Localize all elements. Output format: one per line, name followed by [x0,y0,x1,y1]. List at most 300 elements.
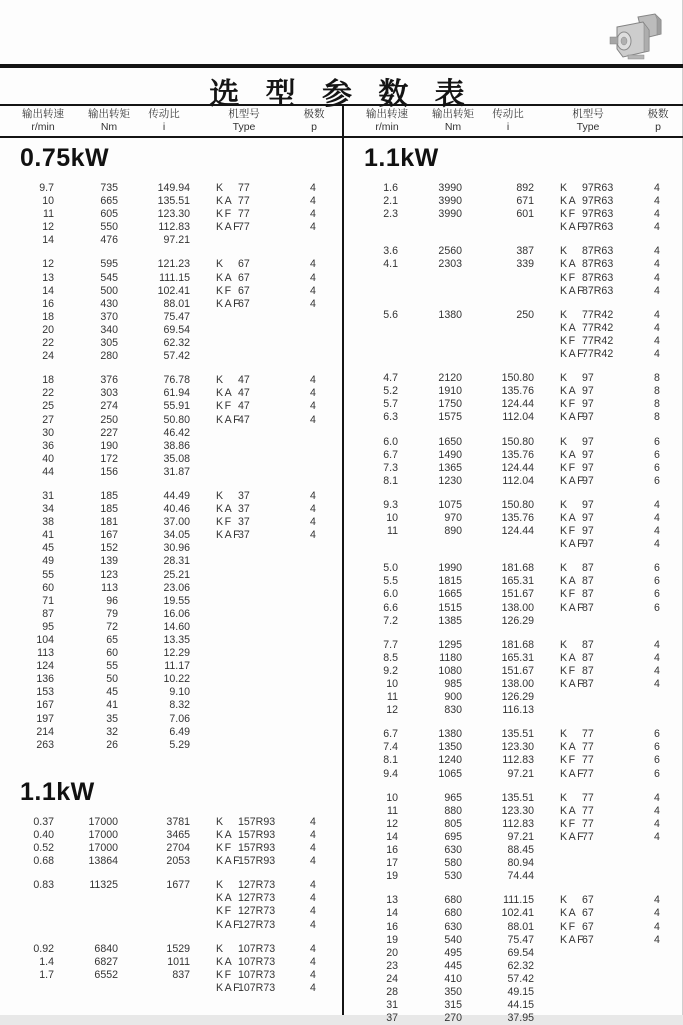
type-prefix-cell: K [560,372,569,385]
table-row [0,453,342,466]
ratio-cell: 62.32 [163,337,190,350]
poles-cell [640,999,674,1012]
type-prefix-cell: KA [216,828,234,841]
torque-cell: 680 [444,894,462,907]
poles-cell: 4 [654,348,660,361]
speed-cell: 49 [42,555,54,568]
column-header-label: 输出转速 [22,108,64,120]
ratio-cell: 112.04 [502,474,534,487]
table-row [344,678,683,691]
speed-cell: 14 [386,830,398,843]
torque-cell: 595 [100,258,118,271]
table-row [0,298,342,311]
type-prefix-cell: KAF [560,538,586,551]
type-prefix-cell [190,350,238,363]
torque-cell: 156 [100,465,118,478]
power-section-heading: 1.1kW [20,777,95,806]
speed-cell: 0.68 [33,855,54,868]
torque-cell: 530 [444,870,462,883]
type-model-cell: 107R73 [238,968,276,981]
speed-cell: 4.1 [383,258,398,271]
table-row [0,726,342,739]
poles-cell [640,960,674,973]
ratio-cell: 250 [516,308,534,321]
speed-cell: 12 [42,221,54,234]
torque-cell: 60 [106,647,118,660]
torque-cell: 65 [106,634,118,646]
poles-cell [296,726,330,739]
type-prefix-cell: KF [560,271,577,284]
type-prefix-cell: KA [560,741,578,754]
poles-cell: 4 [310,182,316,194]
poles-cell: 4 [654,830,660,843]
ratio-cell: 62.32 [507,959,534,972]
type-prefix-cell: KF [560,398,577,411]
torque-cell: 985 [444,678,462,690]
torque-cell: 1180 [439,651,462,664]
torque-cell: 3990 [438,208,462,221]
speed-cell: 24 [386,972,398,985]
speed-cell: 12 [42,258,54,271]
type-prefix-cell: KAF [216,918,242,931]
data-block [0,490,342,752]
ratio-cell: 11.17 [164,660,190,673]
ratio-cell [462,538,534,551]
type-model-cell: 97 [582,411,594,424]
poles-cell: 4 [654,511,660,524]
table-row [0,387,342,400]
type-model-cell: 47 [238,387,250,400]
type-prefix-cell: K [216,879,225,892]
type-prefix-cell: KAF [560,830,586,843]
torque-cell: 1075 [438,498,462,511]
ratio-cell: 124.44 [501,525,534,538]
poles-cell [296,582,330,595]
poles-cell: 4 [654,791,660,804]
table-row [0,337,342,350]
speed-cell: 16 [42,297,54,310]
speed-cell: 0.92 [33,942,54,955]
torque-cell: 2303 [438,258,462,271]
speed-cell [0,919,54,932]
column-header-unit: r/min [31,121,55,133]
type-model-cell: 67 [582,907,594,920]
type-model-cell: 47 [238,413,250,426]
type-model-cell [238,634,296,647]
poles-cell: 6 [654,448,660,461]
poles-cell: 6 [654,461,660,474]
column-header-unit: r/min [375,121,399,133]
table-row [344,652,683,665]
speed-cell: 9.2 [383,664,398,677]
type-prefix-cell: KAF [216,221,242,234]
ratio-cell: 31.87 [163,465,190,478]
torque-cell [398,335,462,348]
type-model-cell [582,973,640,986]
torque-cell: 695 [444,830,462,843]
poles-cell [640,691,674,704]
type-prefix-cell [190,324,238,337]
table-row [0,634,342,647]
data-block [344,792,683,884]
type-prefix-cell: K [216,258,225,271]
ratio-cell: 61.94 [163,387,190,400]
table-row [0,490,342,503]
table-row [0,582,342,595]
type-prefix-cell: KF [560,588,577,601]
type-prefix-cell: KF [560,461,577,474]
table-row [0,311,342,324]
type-prefix-cell: KAF [560,601,586,614]
ratio-cell: 44.49 [163,489,190,502]
ratio-cell [462,221,534,234]
column-header-4 [292,108,336,134]
table-row [344,960,683,973]
poles-cell: 4 [654,638,660,651]
power-section-heading: 0.75kW [20,144,110,172]
torque-cell: 1350 [438,741,462,754]
speed-cell: 28 [386,985,398,998]
type-prefix-cell: KA [560,575,578,588]
torque-cell: 190 [100,439,118,452]
type-prefix-cell [190,453,238,466]
poles-cell: 6 [654,474,660,487]
ratio-cell: 111.15 [159,271,190,284]
type-prefix-cell: KA [216,387,234,400]
speed-cell: 0.52 [33,842,54,855]
type-model-cell [582,870,640,883]
torque-cell: 172 [100,452,118,465]
speed-cell: 14 [42,234,54,247]
type-model-cell: 87 [582,575,594,588]
table-row [0,221,342,234]
type-model-cell: 87R63 [582,284,614,297]
type-prefix-cell: KF [216,400,233,413]
poles-cell: 4 [654,498,660,511]
torque-cell: 55 [106,660,118,673]
type-prefix-cell [534,1012,582,1025]
table-row [0,258,342,271]
type-model-cell: 87 [582,651,594,664]
torque-cell: 476 [100,234,118,247]
speed-cell: 5.5 [383,575,398,588]
speed-cell: 31 [42,489,54,502]
type-model-cell: 67 [582,920,594,933]
table-row [0,673,342,686]
column-header-unit: Nm [100,121,118,133]
data-block [344,728,683,780]
type-model-cell: 47 [238,374,250,387]
type-prefix-cell [190,466,238,479]
type-prefix-cell: KA [560,321,578,334]
speed-cell: 12 [386,817,398,830]
type-model-cell: 87 [582,562,594,575]
poles-cell [296,699,330,712]
type-model-cell: 37 [238,503,250,516]
table-row [344,208,683,221]
poles-cell [640,947,674,960]
ratio-cell: 97.21 [507,767,534,780]
table-row [344,588,683,601]
torque-cell: 1815 [438,575,462,588]
speed-cell [0,982,54,995]
torque-cell: 430 [100,297,118,310]
type-model-cell: 77R42 [582,308,614,321]
speed-cell [344,322,398,335]
speed-cell: 2.1 [383,195,398,208]
table-row [344,512,683,525]
type-model-cell: 67 [238,284,250,297]
poles-cell: 4 [310,815,316,828]
type-prefix-cell: KAF [560,221,586,234]
torque-cell: 2560 [438,245,462,258]
type-model-cell [238,311,296,324]
type-model-cell: 97R63 [582,195,614,208]
column-header-1 [86,108,132,134]
torque-cell: 17000 [88,828,118,841]
table-row [0,234,342,247]
table-row [0,982,342,995]
torque-cell: 3990 [438,195,462,208]
type-prefix-cell: KF [560,754,577,767]
column-header-label: 输出转速 [366,108,408,120]
speed-cell: 30 [42,426,54,439]
table-row [0,842,342,855]
page-title: 选 型 参 数 表 [209,78,474,111]
poles-cell: 4 [310,879,316,892]
speed-cell: 17 [386,857,398,870]
speed-cell: 20 [42,323,54,336]
torque-cell: 445 [444,959,462,972]
type-prefix-cell: K [216,815,225,828]
torque-cell [398,348,462,361]
poles-cell [296,555,330,568]
speed-cell: 10 [386,511,398,524]
ratio-cell: 150.80 [501,372,534,385]
type-model-cell [238,440,296,453]
column-header-2 [476,108,540,134]
ratio-cell: 3781 [166,815,190,828]
type-prefix-cell [190,726,238,739]
poles-cell: 4 [654,245,660,258]
table-row [0,195,342,208]
torque-cell: 79 [106,607,118,620]
torque-cell: 11325 [89,879,118,892]
torque-cell: 350 [444,985,462,998]
ratio-cell: 138.00 [501,601,534,614]
type-prefix-cell: K [560,498,569,511]
data-block [0,258,342,363]
data-block [344,562,683,627]
torque-cell: 410 [444,972,462,985]
ratio-cell: 55.91 [163,400,190,413]
speed-cell: 7.3 [383,461,398,474]
table-row [344,245,683,258]
poles-cell [640,973,674,986]
type-prefix-cell [534,947,582,960]
poles-cell: 4 [654,334,660,347]
torque-cell: 1380 [438,728,462,741]
table-row [0,182,342,195]
speed-cell: 14 [386,907,398,920]
table-row [344,907,683,920]
ratio-cell [462,348,534,361]
column-header-label: 机型号 [572,108,604,120]
type-model-cell [238,324,296,337]
type-model-cell: 77 [582,804,594,817]
table-row [344,986,683,999]
ratio-cell: 181.68 [501,562,534,575]
poles-cell [296,595,330,608]
torque-cell: 315 [444,999,462,1012]
speed-cell: 55 [42,568,54,581]
speed-cell: 40 [42,452,54,465]
type-model-cell [582,704,640,717]
type-model-cell [582,986,640,999]
table-row [0,621,342,634]
type-prefix-cell [190,555,238,568]
ratio-cell: 19.55 [163,594,190,607]
torque-cell: 630 [444,844,462,857]
poles-cell: 4 [654,651,660,664]
poles-cell: 6 [654,767,660,780]
speed-cell: 7.2 [383,614,398,627]
poles-cell [296,673,330,686]
table-row [0,943,342,956]
speed-cell: 5.0 [383,562,398,575]
poles-cell: 4 [654,208,660,221]
type-prefix-cell: KAF [216,297,242,310]
torque-cell: 50 [106,673,118,686]
type-model-cell [582,844,640,857]
speed-cell: 34 [42,503,54,516]
poles-cell: 4 [310,892,316,905]
type-model-cell: 87 [582,601,594,614]
data-block [0,943,342,995]
ratio-cell: 102.41 [501,907,534,920]
speed-cell: 13 [386,894,398,907]
speed-cell: 11 [43,208,54,221]
speed-cell: 5.6 [383,308,398,321]
table-row [344,322,683,335]
speed-cell: 20 [386,946,398,959]
table-row [344,221,683,234]
speed-cell: 6.6 [383,601,398,614]
ratio-cell: 40.46 [163,503,190,516]
torque-cell: 13864 [88,855,118,868]
torque-cell: 1230 [438,474,462,487]
left-column [0,138,342,1015]
data-block [344,245,683,297]
torque-cell: 185 [100,489,118,502]
ratio-cell: 97.21 [507,830,534,843]
ratio-cell: 837 [172,968,190,981]
ratio-cell: 181.68 [501,638,534,651]
torque-cell: 17000 [88,815,118,828]
speed-cell: 6.0 [383,435,398,448]
column-header-unit: p [311,121,317,133]
table-row [344,754,683,767]
ratio-cell: 1011 [167,955,190,968]
type-prefix-cell: KA [560,448,578,461]
type-model-cell: 107R73 [238,981,276,994]
type-prefix-cell: K [560,791,569,804]
poles-cell: 4 [310,413,316,426]
speed-cell: 1.4 [39,955,54,968]
speed-cell: 25 [42,400,54,413]
type-model-cell [238,699,296,712]
column-header-unit: p [655,121,661,133]
table-row [344,728,683,741]
ratio-cell: 74.44 [507,870,534,883]
speed-cell [344,335,398,348]
type-prefix-cell: KAF [560,767,586,780]
type-prefix-cell: K [216,489,225,502]
column-header-2 [132,108,196,134]
ratio-cell: 2053 [166,855,190,868]
ratio-cell: 57.42 [163,350,190,363]
torque-cell: 72 [106,620,118,633]
ratio-cell: 38.86 [163,439,190,452]
type-model-cell [238,350,296,363]
torque-cell: 970 [444,511,462,524]
poles-cell: 8 [654,372,660,385]
type-model-cell [582,999,640,1012]
type-prefix-cell [190,634,238,647]
torque-cell: 900 [444,691,462,704]
speed-cell: 22 [42,387,54,400]
ratio-cell: 112.83 [158,221,190,234]
torque-cell: 495 [444,946,462,959]
speed-cell: 23 [386,959,398,972]
table-row [0,969,342,982]
ratio-cell [118,905,190,918]
poles-cell [296,350,330,363]
type-model-cell: 47 [238,400,250,413]
ratio-cell: 601 [516,208,534,221]
table-row [344,385,683,398]
type-prefix-cell [190,569,238,582]
torque-cell: 340 [100,323,118,336]
table-row [0,350,342,363]
column-header-0 [0,108,86,134]
table-row [344,615,683,628]
type-model-cell [238,726,296,739]
ratio-cell: 12.29 [163,647,190,660]
poles-cell: 4 [654,907,660,920]
table-row [0,660,342,673]
table-row [0,956,342,969]
poles-cell: 4 [654,525,660,538]
torque-cell [54,905,118,918]
poles-cell [640,1012,674,1025]
speed-cell: 0.83 [33,879,54,892]
table-row [344,768,683,781]
poles-cell: 8 [654,398,660,411]
poles-cell: 4 [654,920,660,933]
table-row [0,855,342,868]
type-prefix-cell: K [560,894,569,907]
torque-cell: 123 [100,568,118,581]
table-row [0,816,342,829]
speed-cell: 44 [42,465,54,478]
speed-cell: 214 [36,725,54,738]
type-prefix-cell [534,615,582,628]
poles-cell: 4 [654,664,660,677]
ratio-cell: 135.51 [501,728,534,741]
type-prefix-cell: KF [216,968,233,981]
torque-cell: 1380 [438,308,462,321]
